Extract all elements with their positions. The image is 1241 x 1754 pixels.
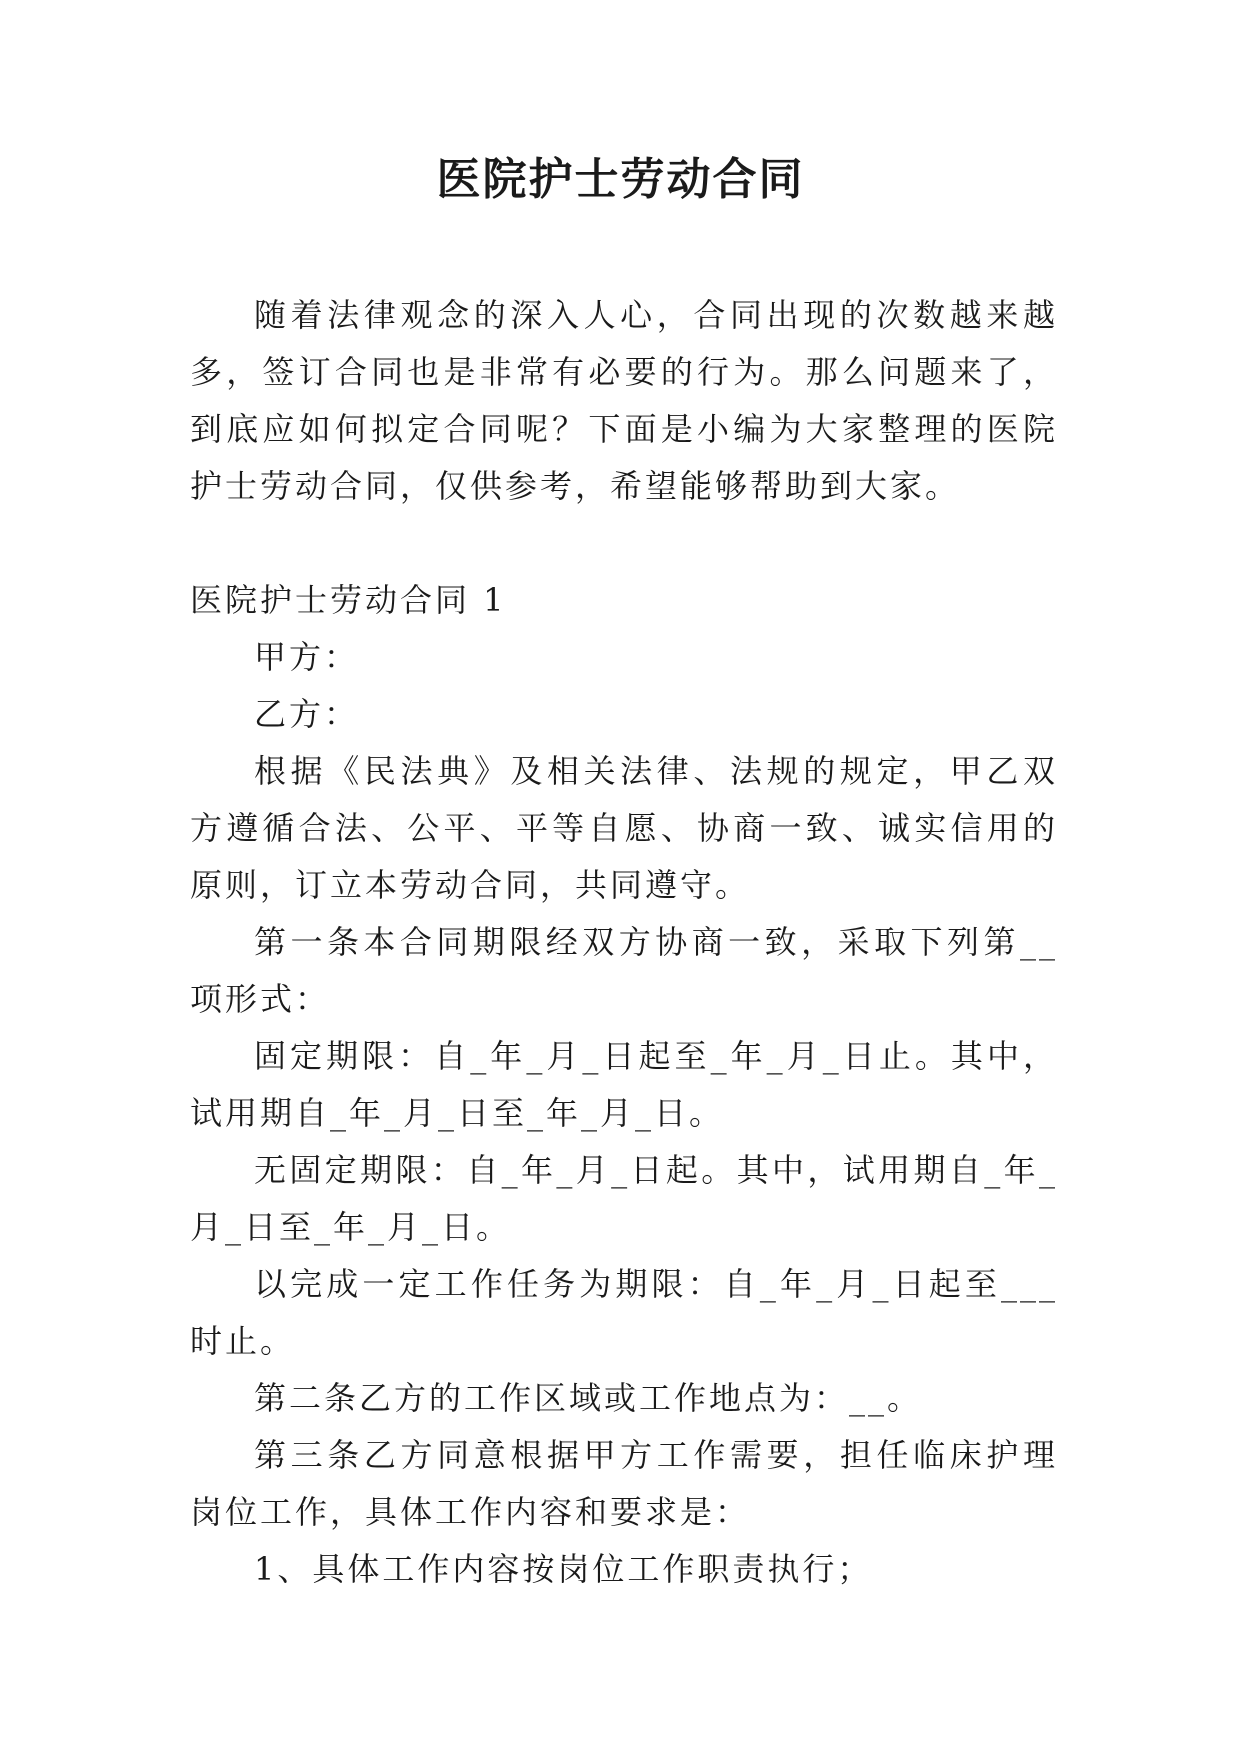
- paragraph-gap: [190, 515, 1058, 572]
- article-3: 第三条乙方同意根据甲方工作需要，担任临床护理岗位工作，具体工作内容和要求是：: [190, 1436, 1058, 1531]
- article-1: 第一条本合同期限经双方协商一致，采取下列第__项形式：: [190, 923, 1058, 1018]
- open-term-paragraph: 无固定期限：自_年_月_日起。其中，试用期自_年_月_日至_年_月_日。: [190, 1151, 1058, 1246]
- party-a-line: 甲方：: [254, 638, 360, 676]
- document-body: [190, 287, 1058, 1598]
- task-term-paragraph: 以完成一定工作任务为期限：自_年_月_日起至___时止。: [190, 1265, 1058, 1360]
- list-item-1: 1、具体工作内容按岗位工作职责执行；: [254, 1550, 873, 1588]
- document-title: 医院护士劳动合同: [436, 154, 805, 205]
- preamble-paragraph: 根据《民法典》及相关法律、法规的规定，甲乙双方遵循合法、公平、平等自愿、协商一致、诚实信用的原则，订立本劳动合同，共同遵守。: [190, 752, 1058, 904]
- fixed-term-paragraph: 固定期限：自_年_月_日起至_年_月_日止。其中，试用期自_年_月_日至_年_月_日。: [190, 1037, 1058, 1132]
- party-b-line: 乙方：: [254, 695, 360, 733]
- section-heading: 医院护士劳动合同 1: [190, 581, 507, 619]
- article-2: 第二条乙方的工作区域或工作地点为：__。: [254, 1379, 923, 1417]
- intro-paragraph: 随着法律观念的深入人心，合同出现的次数越来越多，签订合同也是非常有必要的行为。那么问题来了，到底应如何拟定合同呢？下面是小编为大家整理的医院护士劳动合同，仅供参考，希望能够帮助到大家。: [190, 296, 1058, 505]
